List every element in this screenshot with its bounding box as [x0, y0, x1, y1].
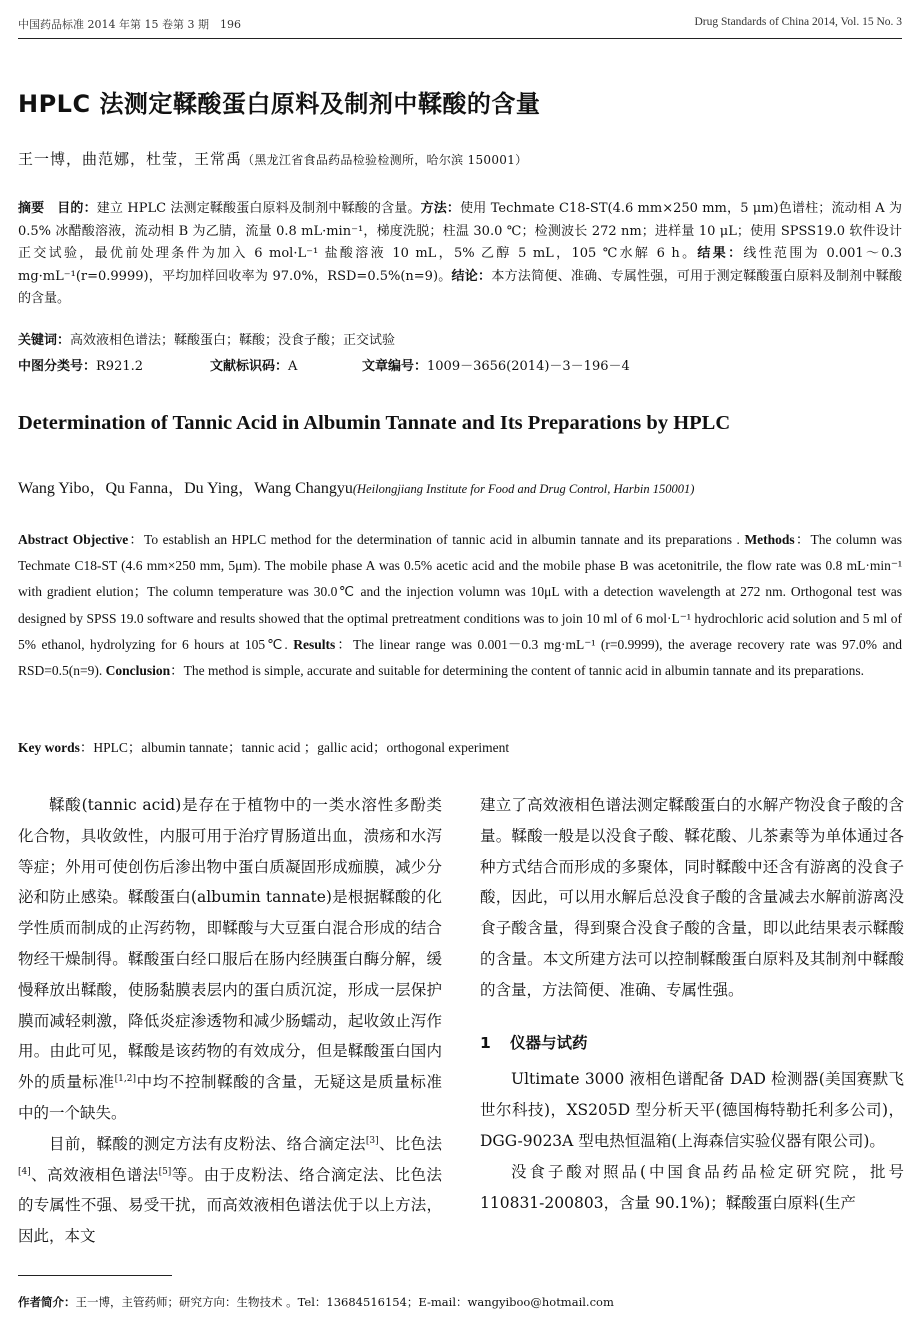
body-paragraph: 建立了高效液相色谱法测定鞣酸蛋白的水解产物没食子酸的含量。鞣酸一般是以没食子酸、鞣花酸、儿茶素等为单体通过各种方式结合而形成的多聚体，同时鞣酸中还含有游离的没食子酸，因此，可以用水解后总没食子酸的含量减去水解前游离没食子酸含量，得到聚合没食子酸的含量，即以此结果表示鞣酸的含量。本文所建方法可以控制鞣酸蛋白原料及其制剂中鞣酸的含量，方法简便、准确、专属性强。 [480, 796, 904, 999]
objective-text-zh: 建立 HPLC 法测定鞣酸蛋白原料及制剂中鞣酸的含量。 [96, 201, 421, 216]
section-heading [480, 1028, 904, 1059]
body-right-column [480, 790, 904, 1218]
body-left-column [18, 790, 442, 1252]
methods-label-zh: 方法： [420, 201, 461, 216]
citation-ref: [1,2] [114, 1074, 136, 1085]
citation-ref: [3] [365, 1135, 379, 1146]
doc-code-label: 文献标识码： [210, 359, 289, 374]
footnote-label: 作者简介： [18, 1295, 76, 1309]
affiliation-en: (Heilongjiang Institute for Food and Drug Control, Harbin 150001) [352, 482, 695, 496]
section-title: 仪器与试药 [510, 1033, 588, 1052]
keywords-label-en: Key words [18, 740, 80, 755]
methods-review-text: 等。由于皮粉法、络合滴定法、比色法的专属性不强、易受干扰，而高效液相色谱法优于以上方法，因此，本文 [18, 1165, 442, 1246]
article-number-value: 1009－3656(2014)－3－196－4 [427, 359, 630, 374]
authors-english [18, 475, 694, 498]
article-number-label: 文章编号： [362, 359, 428, 374]
methods-review-text: 、高效液相色谱法 [30, 1165, 159, 1184]
keywords-text-en: ：HPLC；albumin tannate；tannic acid ；gallic acid；orthogonal experiment [79, 740, 510, 755]
conclusion-text-zh: 本方法简便、准确、专属性强，可用于测定鞣酸蛋白原料及制剂中鞣酸的含量。 [18, 268, 902, 306]
results-label-en: Results [293, 636, 336, 652]
methods-text-zh: 使用 Techmate C18-ST(4.6 mm×250 mm，5 μm)色谱柱；流动相 A 为 0.5% 冰醋酸溶液，流动相 B 为乙腈，流量 0.8 mL·min⁻¹，梯度洗脱；柱温 30.0 ℃；检测波长 272 nm；进样量 10 μL；使用 SPSS19.0 软件设计正交试验，最优前处理条件为加入 6 mol·L⁻¹ 盐酸溶液 10 mL，5% 乙醇 5 mL，105 ℃水解 6 h。 [18, 201, 902, 261]
running-header-left: 中国药品标准 2014 年第 15 卷第 3 期 196 [18, 18, 241, 31]
methods-text-en: ：The column was Techmate C18-ST (4.6 mm×250 mm, 5μm). The mobile phase A was 0.5% acetic acid and the mobile phase B was acetonitrile, the flow rate was 0.8 mL·min⁻¹ with gradient elution；The column temperature was 30.0℃ and the injection volumn was 10μL with a detection wavelength at 272 nm. Orthogonal test was designed by SPSS 19.0 software and results showed that the optimal pretreatment conditions was to join 10 ml of 6 mol·L⁻¹ hydrochloric acid solution and 5 ml of 5% ethanol, hydrolyzing for 6 hours at 105℃. [18, 532, 902, 652]
section-number: 1 [480, 1033, 491, 1052]
abstract-objective-label-en: Abstract Objective [18, 532, 129, 547]
footnote-divider [18, 1275, 172, 1276]
header-divider [18, 38, 902, 39]
body-paragraph: 没食子酸对照品(中国食品药品检定研究院，批号 110831-200803，含量 90.1%)；鞣酸蛋白原料(生产 [480, 1162, 904, 1212]
keywords-text-zh: 高效液相色谱法；鞣酸蛋白；鞣酸；没食子酸；正交试验 [70, 333, 396, 348]
methods-review-text: 目前，鞣酸的测定方法有皮粉法、络合滴定法 [49, 1134, 366, 1153]
citation-ref: [4] [18, 1166, 31, 1177]
body-paragraph [18, 790, 442, 1129]
results-text-zh: 线性范围为 0.001～0.3 mg·mL⁻¹(r=0.9999)，平均加样回收率为 97.0%，RSD=0.5%(n=9)。 [18, 246, 902, 284]
results-label-zh: 结果： [697, 246, 744, 261]
abstract-chinese [18, 198, 902, 311]
title-english: Determination of Tannic Acid in Albumin Tannate and Its Preparations by HPLC [18, 412, 731, 434]
running-header-right: Drug Standards of China 2014, Vol. 15 No. 3 [694, 16, 902, 28]
affiliation-zh: （黑龙江省食品药品检验检测所，哈尔滨 150001） [242, 153, 528, 167]
conclusion-label-en: Conclusion [105, 663, 171, 679]
methods-label-en: Methods [744, 532, 795, 547]
authors-chinese [18, 148, 527, 169]
author-names-en: Wang Yibo，Qu Fanna，Du Ying，Wang Changyu [18, 480, 353, 497]
keywords-chinese [18, 330, 902, 352]
running-header [18, 14, 902, 36]
intro-text-end: 中均不控制鞣酸的含量，无疑这是质量标准中的一个缺失。 [18, 1073, 442, 1122]
citation-ref: [5] [158, 1166, 172, 1177]
objective-label-zh: 目的： [57, 201, 97, 216]
footnote-text: 王一博，主管药师；研究方向：生物技术 。Tel：13684516154；E-mail：wangyiboo@hotmail.com [75, 1295, 614, 1309]
methods-review-text: 、比色法 [378, 1134, 442, 1153]
objective-text-en: ：To establish an HPLC method for the determination of tannic acid in albumin tannate and its preparations . [128, 532, 740, 547]
doc-code-value: A [288, 359, 298, 374]
conclusion-label-zh: 结论： [451, 268, 492, 284]
author-names-zh: 王一博，曲范娜，杜莹，王常禹 [18, 150, 243, 168]
classification-row [18, 355, 630, 374]
conclusion-text-en: ：The method is simple, accurate and suitable for determining the content of tannic acid in albumin tannate and its preparations. [170, 663, 865, 679]
body-paragraph [18, 1129, 442, 1252]
keywords-label-zh: 关键词： [18, 333, 71, 348]
abstract-english [18, 527, 902, 684]
clc-label: 中图分类号： [18, 359, 97, 374]
abstract-label-zh: 摘要 [18, 201, 45, 216]
intro-text: 鞣酸(tannic acid)是存在于植物中的一类水溶性多酚类化合物，具收敛性，内服可用于治疗胃肠道出血，溃疡和水泻等症；外用可使创伤后渗出物中蛋白质凝固形成痂膜，减少分泌和防止感染。鞣酸蛋白(albumin tannate)是根据鞣酸的化学性质而制成的止泻药物，即鞣酸与大豆蛋白混合形成的结合物经干燥制得。鞣酸蛋白经口服后在肠内经胰蛋白酶分解，缓慢释放出鞣酸，使肠黏膜表层内的蛋白质沉淀，形成一层保护膜而减轻刺激，降低炎症渗透物和减少肠蠕动，起收敛止泻作用。由此可见，鞣酸是该药物的有效成分，但是鞣酸蛋白国内外的质量标准 [18, 796, 442, 1092]
results-text-en: ：The linear range was 0.001－0.3 mg·mL⁻¹ (r=0.9999), the average recovery rate was 97.0% and RSD=0.5(n=9). [18, 636, 902, 679]
author-footnote [18, 1294, 614, 1310]
title-chinese: HPLC 法测定鞣酸蛋白原料及制剂中鞣酸的含量 [18, 90, 541, 118]
body-paragraph: Ultimate 3000 液相色谱配备 DAD 检测器(美国赛默飞世尔科技)，XS205D 型分析天平(德国梅特勒托利多公司)，DGG-9023A 型电热恒温箱(上海森信实验仪器有限公司)。 [480, 1070, 904, 1150]
keywords-english [18, 736, 509, 756]
clc-value: R921.2 [96, 359, 144, 374]
